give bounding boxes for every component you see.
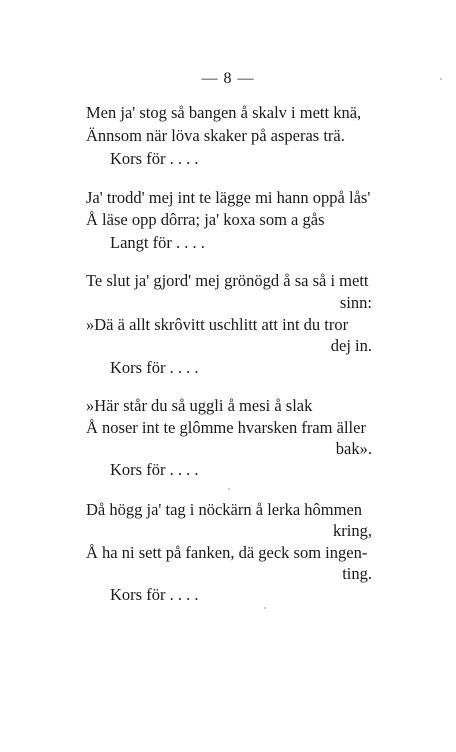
paper-speck (264, 607, 266, 609)
verse-line: Å läse opp dôrra; ja' koxa som a gås (86, 210, 325, 229)
refrain-line: Langt för . . . . (110, 233, 205, 252)
verse-line: Å noser int te glômme hvarsken fram äller (86, 418, 366, 437)
verse-line: Men ja' stog så bangen å skalv i mett knä, (86, 103, 362, 122)
verse-line: Te slut ja' gjord' mej grönögd å sa så i mett (86, 271, 369, 290)
verse-line: Ännsom när löva skaker på asperas trä. (86, 126, 345, 145)
verse-line: »Dä ä allt skrôvitt uschlitt att int du tror (86, 315, 349, 334)
verse-continuation: sinn: (339, 293, 372, 312)
verse-line: Ja' trodd' mej int te lägge mi hann oppå lås' (86, 188, 371, 207)
refrain-line: Kors för . . . . (110, 585, 199, 604)
verse-continuation: bak». (335, 439, 372, 458)
verse-continuation: ting. (342, 564, 372, 583)
verse-line: »Här står du så uggli å mesi å slak (86, 396, 313, 415)
refrain-line: Kors för . . . . (110, 149, 199, 168)
verse-continuation: dej in. (330, 336, 372, 355)
paper-speck (228, 488, 230, 490)
refrain-line: Kors för . . . . (110, 460, 199, 479)
verse-continuation: kring, (333, 521, 372, 540)
page-number: — 8 — (201, 70, 255, 87)
verse-line: Å ha ni sett på fanken, dä geck som ingen- (86, 543, 368, 562)
verse-line: Då högg ja' tag i nöckärn å lerka hômmen (86, 500, 363, 519)
paper-speck (440, 78, 442, 80)
refrain-line: Kors för . . . . (110, 358, 199, 377)
